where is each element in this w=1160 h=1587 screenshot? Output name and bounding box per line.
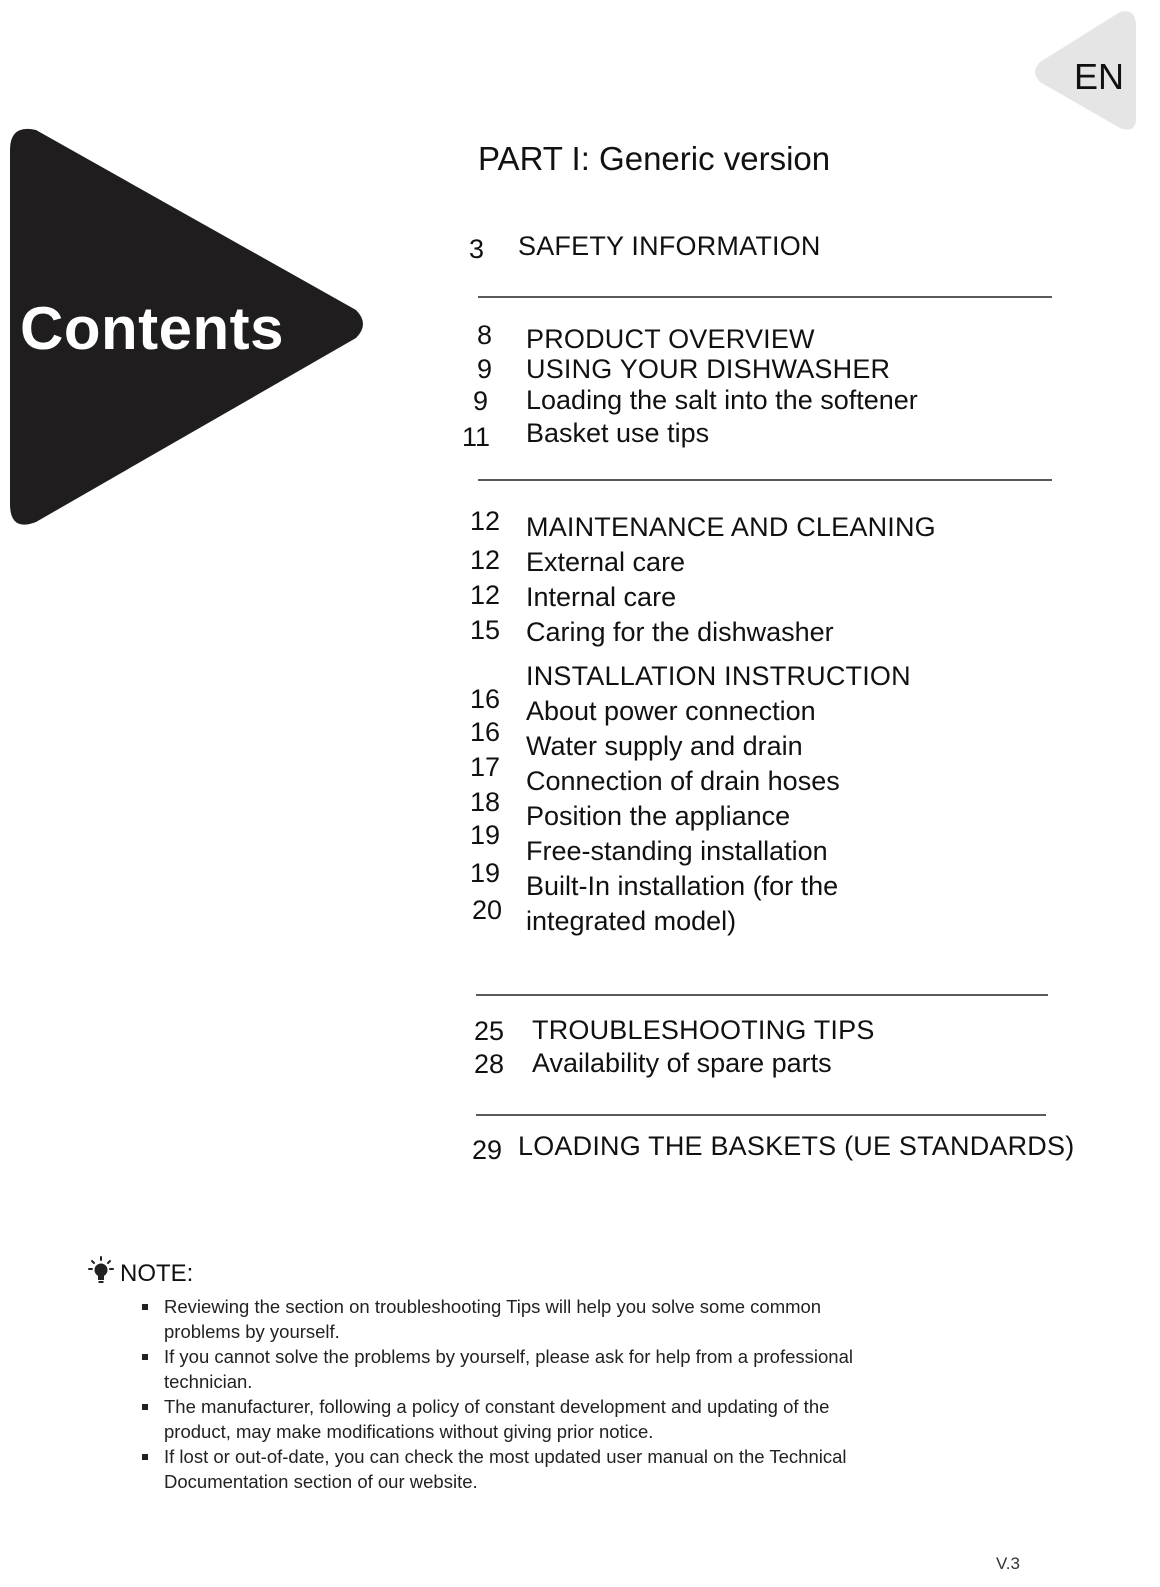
- section-divider: [476, 1114, 1046, 1116]
- toc-page-number: 20: [471, 895, 502, 925]
- toc-entry-position-appliance[interactable]: Position the appliance: [526, 801, 791, 831]
- toc-entry-free-standing[interactable]: Free-standing installation: [526, 836, 828, 866]
- language-label: EN: [1074, 56, 1125, 97]
- toc-page-number: 17: [469, 752, 500, 782]
- note-text: Reviewing the section on troubleshooting Tips will help you solve some common problems by yourself.: [164, 1296, 822, 1342]
- toc-page-number: 9: [476, 354, 492, 384]
- toc-entry-water-supply[interactable]: Water supply and drain: [526, 731, 803, 761]
- toc-entry-built-in[interactable]: Built-In installation (for the: [526, 871, 839, 901]
- toc-entry-power-connection[interactable]: About power connection: [526, 696, 816, 726]
- toc-page-number: 12: [469, 580, 500, 610]
- toc-page-number: 25: [473, 1016, 504, 1046]
- toc-entry-loading-salt[interactable]: Loading the salt into the softener: [526, 385, 918, 415]
- version-label: V.3: [996, 1554, 1020, 1573]
- toc-entry-using-your-dishwasher[interactable]: USING YOUR DISHWASHER: [526, 354, 891, 384]
- toc-page-number: 9: [472, 386, 488, 416]
- toc-page-number: 16: [469, 717, 500, 747]
- note-list: [142, 1294, 862, 1494]
- toc-page-number: 11: [461, 422, 490, 452]
- toc-page-number: 18: [469, 787, 500, 817]
- toc-entry-external-care[interactable]: External care: [526, 547, 686, 577]
- toc-page-number: 12: [469, 506, 500, 536]
- section-divider: [478, 479, 1052, 481]
- toc-page-number: 19: [469, 858, 500, 888]
- toc-entry-internal-care[interactable]: Internal care: [526, 582, 677, 612]
- toc-entry-maintenance-cleaning[interactable]: MAINTENANCE AND CLEANING: [526, 512, 936, 542]
- toc-page-number: 19: [469, 820, 500, 850]
- list-item: [142, 1294, 862, 1344]
- toc-entry-caring-dishwasher[interactable]: Caring for the dishwasher: [526, 617, 834, 647]
- toc-entry-installation-instruction[interactable]: INSTALLATION INSTRUCTION: [526, 661, 911, 691]
- toc-page-number: 16: [469, 684, 500, 714]
- list-item: [142, 1394, 862, 1444]
- toc-page-number: 29: [471, 1135, 502, 1165]
- note-text: If lost or out-of-date, you can check the most updated user manual on the Technical Documentation section of our website.: [164, 1446, 847, 1492]
- toc-entry-built-in-continued: integrated model): [526, 906, 737, 936]
- note-text: If you cannot solve the problems by yourself, please ask for help from a professional technician.: [164, 1346, 853, 1392]
- toc-entry-safety-information[interactable]: SAFETY INFORMATION: [518, 231, 821, 261]
- toc-page-number: 12: [469, 545, 500, 575]
- toc-entry-basket-use-tips[interactable]: Basket use tips: [526, 418, 710, 448]
- toc-page-number: 8: [476, 320, 492, 350]
- toc-page-number: 3: [468, 234, 484, 264]
- toc-entry-troubleshooting[interactable]: TROUBLESHOOTING TIPS: [532, 1015, 875, 1045]
- lightbulb-icon: [88, 1256, 114, 1286]
- list-item: [142, 1344, 862, 1394]
- part-title: PART I: Generic version: [478, 140, 831, 177]
- section-divider: [478, 296, 1052, 298]
- note-heading: NOTE:: [120, 1260, 194, 1287]
- toc-page-number: 28: [473, 1049, 504, 1079]
- toc-entry-spare-parts[interactable]: Availability of spare parts: [532, 1048, 832, 1078]
- section-divider: [476, 994, 1048, 996]
- toc-entry-drain-hoses[interactable]: Connection of drain hoses: [526, 766, 840, 796]
- toc-entry-product-overview[interactable]: PRODUCT OVERVIEW: [526, 324, 815, 354]
- list-item: [142, 1444, 862, 1494]
- toc-page-number: 15: [469, 615, 500, 645]
- note-text: The manufacturer, following a policy of constant development and updating of the product, may make modifications without giving prior notice.: [164, 1396, 830, 1442]
- contents-title: Contents: [20, 295, 284, 362]
- toc-entry-loading-baskets[interactable]: LOADING THE BASKETS (UE STANDARDS): [518, 1131, 1075, 1161]
